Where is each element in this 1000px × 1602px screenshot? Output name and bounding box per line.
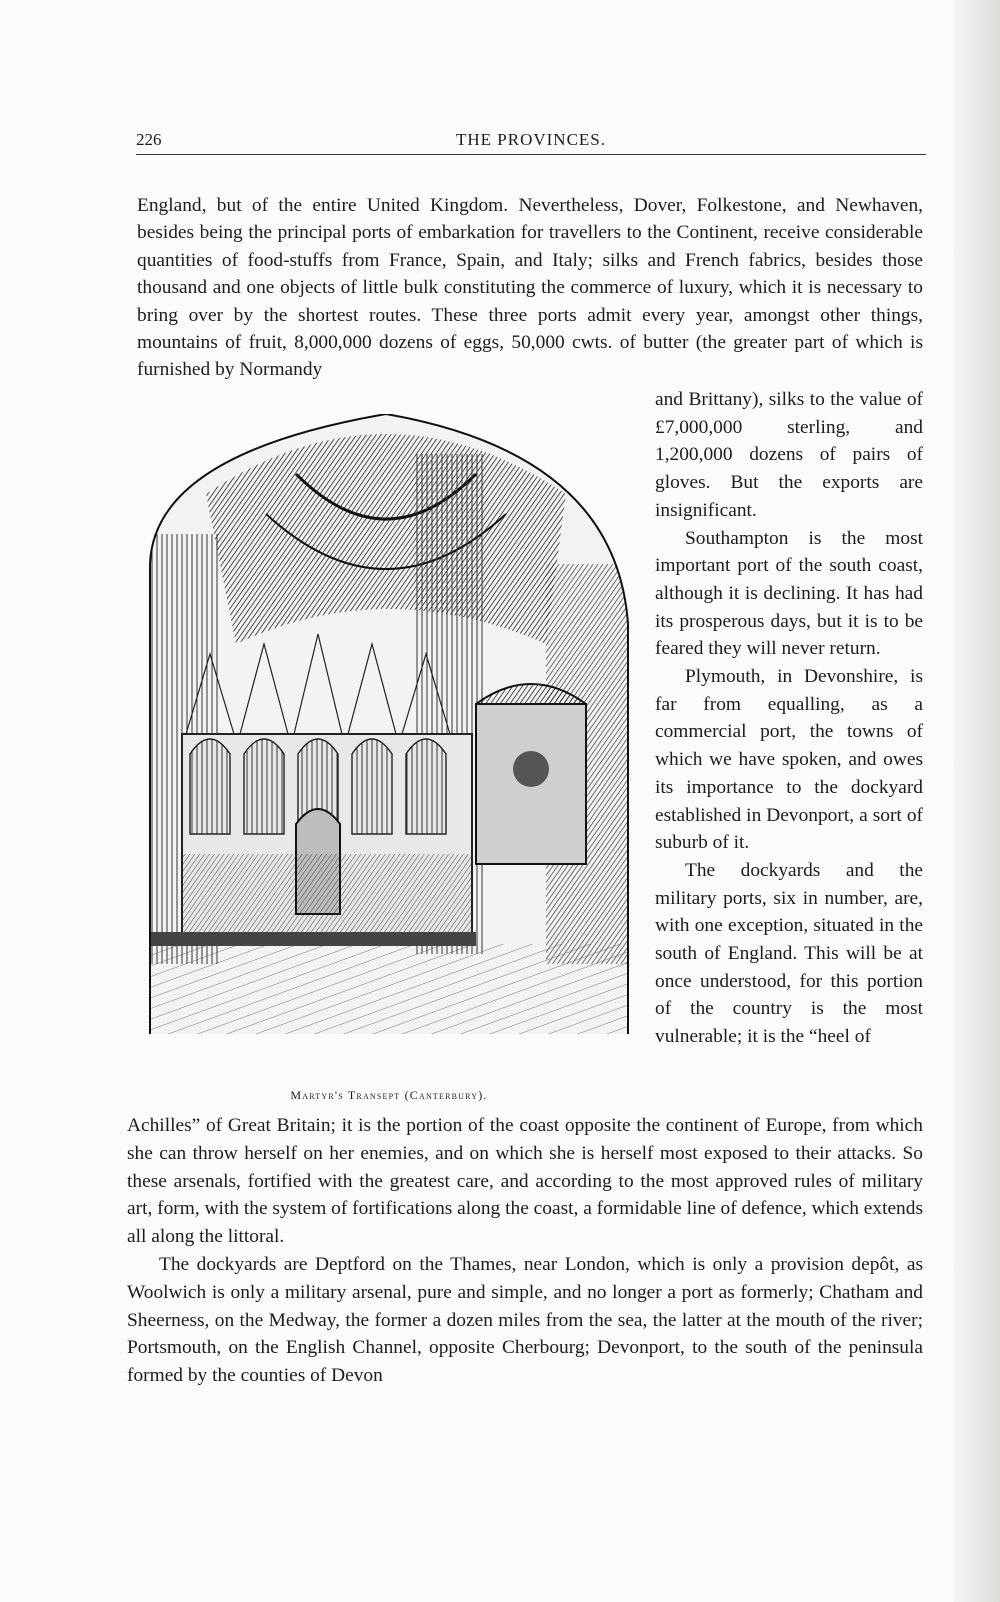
paragraph-top — [137, 192, 923, 384]
paragraph-bottom-2: The dockyards are Deptford on the Thames, near London, which is only a provision depôt, as Woolwich is only a military arsenal, pure and simple, and no longer a port as formerly; Chatham and Sheerness, on the Medway, the former a dozen miles from the sea, the latter at the mouth of the river; Portsmouth, on the English Channel, opposite Cherbourg; Devonport, to the south of the peninsula formed by the counties of Devon — [127, 1253, 923, 1387]
paragraph-bottom — [127, 1112, 923, 1390]
page-edge-shadow — [954, 0, 1000, 1602]
running-head — [136, 124, 926, 155]
paragraph-top-text: England, but of the entire United Kingdom. Nevertheless, Dover, Folkestone, and Newhaven, besides being the principal ports of embarkation for travellers to the Continent, receive considerable quantities of food-stuffs from France, Spain, and Italy; silks and French fabrics, besides those thousand and one objects of little bulk constituting the commerce of luxury, which it is necessary to bring over by the shortest routes. These three ports admit every year, amongst other things, mountains of fruit, 8,000,000 dozens of eggs, 50,000 cwts. of butter (the greater part of which is furnished by Normandy — [137, 195, 923, 381]
engraving-illustration — [146, 414, 632, 1060]
side-column — [655, 386, 923, 1051]
side-paragraph-plymouth: Plymouth, in Devonshire, is far from equalling, as a commercial port, the towns of which we have spoken, and owes its importance to the dockyard established in Devonport, a sort of suburb of it. — [655, 666, 923, 854]
paragraph-bottom-1: Achilles” of Great Britain; it is the portion of the coast opposite the continent of Europe, from which she can throw herself on her enemies, and on which she is herself most exposed to their attacks. So these arsenals, fortified with the greatest care, and according to the most approved rules of military art, form, with the system of fortifications along the coast, a formidable line of defence, which extends all along the littoral. — [127, 1115, 923, 1248]
page-number: 226 — [136, 130, 162, 149]
side-paragraph-continuation: and Brittany), silks to the value of £7,000,000 sterling, and 1,200,000 dozens of pairs of gloves. But the exports are insignificant. — [655, 389, 923, 521]
running-title: THE PROVINCES. — [455, 130, 606, 149]
side-paragraph-southampton: Southampton is the most important port of the south coast, although it is declining. It has had its prosperous days, but it is to be feared they will never return. — [655, 527, 923, 660]
side-paragraph-dockyards: The dockyards and the military ports, six in number, are, with one exception, situated in the south of England. This will be at once understood, for this portion of the country is the most vulnerable; it is the “heel of — [655, 859, 923, 1048]
figure-caption: Martyr's Transept (Canterbury). — [290, 1088, 488, 1102]
